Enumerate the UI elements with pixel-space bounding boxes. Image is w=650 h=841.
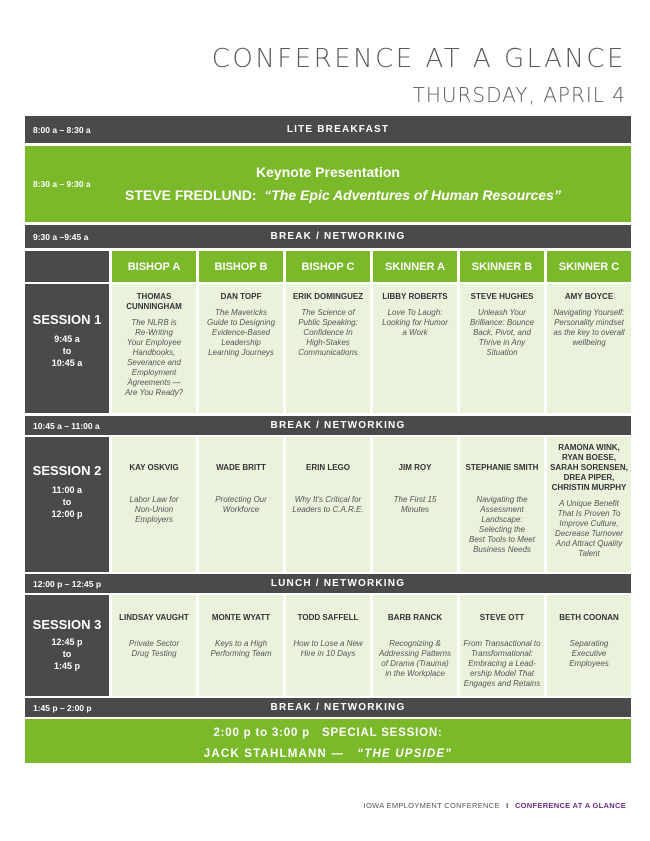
keynote-line	[25, 187, 631, 203]
session3-talk-1	[112, 595, 196, 696]
talk-title-line: The Science of	[301, 308, 355, 317]
room-bishop-c: BISHOP C	[286, 251, 370, 282]
lunch-label: LUNCH / NETWORKING	[270, 578, 406, 589]
keynote-title: “The Epic Adventures of Human Resources”	[264, 187, 561, 203]
talk-title	[289, 308, 367, 358]
talk-title	[115, 495, 193, 525]
speaker-name	[463, 292, 541, 302]
session2-end: 12:00 p	[51, 509, 83, 519]
talk-title-line: Back, Pivot, and	[473, 328, 531, 337]
talk-title-line: Learning Journeys	[208, 348, 274, 357]
speaker-line: DREA PIPER,	[563, 473, 615, 482]
lite-breakfast-label: LITE BREAKFAST	[286, 124, 390, 135]
talk-title-line: a Work	[402, 328, 428, 337]
room-header-corner	[25, 251, 109, 282]
speaker-line: JIM ROY	[398, 463, 432, 472]
talk-title-line: Private Sector	[128, 639, 180, 648]
talk-title-line: Unleash Your	[478, 308, 526, 317]
footer-separator: I	[506, 801, 509, 810]
session1-to: to	[62, 346, 72, 356]
talk-title-line: Communications	[298, 348, 358, 357]
lite-breakfast-bar	[25, 116, 631, 143]
speaker-name	[463, 613, 541, 623]
page-date: THURSDAY, APRIL 4	[412, 83, 626, 107]
footer-left: IOWA EMPLOYMENT CONFERENCE	[363, 801, 500, 810]
session1-talk-2	[199, 284, 283, 413]
talk-title-line: Workforce	[222, 505, 260, 514]
talk-title-line: Your Employee	[126, 338, 182, 347]
talk-title-line: wellbeing	[572, 338, 606, 347]
session3-talk-6	[547, 595, 631, 696]
speaker-line: STEVE OTT	[479, 613, 525, 622]
talk-title-line: Handbooks,	[132, 348, 176, 357]
speaker-line: LIBBY ROBERTS	[382, 292, 448, 301]
session2-talk-6	[547, 437, 631, 572]
talk-title	[550, 308, 628, 348]
talk-title-line: Labor Law for	[129, 495, 179, 504]
talk-title	[115, 318, 193, 398]
talk-title-line: The First 15	[393, 495, 437, 504]
break1-bar	[25, 225, 631, 248]
speaker-line: LINDSAY VAUGHT	[119, 613, 189, 622]
special-line2	[25, 748, 631, 760]
session1-talk-3	[286, 284, 370, 413]
talk-title-line: From Transactional to	[463, 639, 541, 648]
talk-title	[202, 495, 280, 515]
keynote-heading: Keynote Presentation	[256, 164, 400, 180]
break2-label: BREAK / NETWORKING	[270, 420, 406, 431]
talk-title-line: Assessment	[480, 505, 524, 514]
talk-title-line: Recognizing &	[389, 639, 441, 648]
session3-talk-2	[199, 595, 283, 696]
talk-title	[289, 495, 367, 515]
talk-title-line: Employees	[569, 659, 609, 668]
session3-end: 1:45 p	[53, 661, 80, 671]
talk-title-line: Engages and Retains	[463, 679, 541, 688]
break3-bar	[25, 698, 631, 717]
speaker-name	[202, 463, 280, 473]
speaker-line: STEVE HUGHES	[470, 292, 534, 301]
break1-label: BREAK / NETWORKING	[270, 231, 406, 242]
speaker-name	[376, 463, 454, 473]
speaker-name	[289, 292, 367, 302]
talk-title-line: Navigating Yourself:	[553, 308, 625, 317]
session1-label	[25, 284, 109, 413]
talk-title	[376, 308, 454, 338]
talk-title-line: Re-Writing	[135, 328, 173, 337]
session2-name: SESSION 2	[32, 463, 102, 478]
talk-title-line: ership Model That	[469, 669, 535, 678]
speaker-line: CHRISTIN MURPHY	[551, 483, 627, 492]
session1-talk-6	[547, 284, 631, 413]
break1-time: 9:30 a –9:45 a	[33, 231, 89, 242]
talk-title-line: Leaders to C.A.R.E.	[292, 505, 364, 514]
session3-name: SESSION 3	[32, 617, 102, 632]
lunch-time: 12:00 p – 12:45 p	[33, 578, 102, 589]
room-skinner-a: SKINNER A	[373, 251, 457, 282]
talk-title	[376, 495, 454, 515]
talk-title-line: Protecting Our	[215, 495, 267, 504]
talk-title	[463, 639, 541, 689]
speaker-line: THOMAS	[136, 292, 172, 301]
session2-talk-2	[199, 437, 283, 572]
session1-talk-1	[112, 284, 196, 413]
speaker-line: ERIK DOMINGUEZ	[292, 292, 364, 301]
speaker-line: CUNNINGHAM	[126, 302, 182, 311]
talk-title-line: Why It's Critical for	[294, 495, 362, 504]
talk-title-line: Leadership	[221, 338, 261, 347]
room-bishop-b: BISHOP B	[199, 251, 283, 282]
talk-title	[463, 495, 541, 555]
keynote-bar	[25, 146, 631, 222]
talk-title-line: That Is Proven To	[557, 509, 621, 518]
speaker-line: DAN TOPF	[220, 292, 262, 301]
keynote-speaker: STEVE FREDLUND:	[125, 187, 257, 203]
speaker-name	[376, 292, 454, 302]
talk-title-line: Hire in 10 Days	[300, 649, 356, 658]
speaker-name	[289, 463, 367, 473]
talk-title-line: Business Needs	[473, 545, 531, 554]
special-time: 2:00 p to 3:00 p	[213, 727, 310, 739]
session2-start: 11:00 a	[51, 485, 83, 495]
session3-row	[25, 595, 631, 696]
talk-title-line: Talent	[578, 549, 600, 558]
session3-start: 12:45 p	[51, 637, 83, 647]
speaker-name	[550, 613, 628, 623]
talk-title-line: Guide to Designing	[206, 318, 276, 327]
talk-title-line: Improve Culture,	[559, 519, 619, 528]
talk-title-line: Best Tools to Meet	[469, 535, 535, 544]
speaker-line: MONTE WYATT	[211, 613, 271, 622]
talk-title-line: Drug Testing	[131, 649, 177, 658]
room-bishop-a: BISHOP A	[112, 251, 196, 282]
session3-label	[25, 595, 109, 696]
talk-title-line: of Drama (Trauma)	[381, 659, 449, 668]
talk-title-line: Landscape:	[481, 515, 523, 524]
session2-label	[25, 437, 109, 572]
session3-to: to	[62, 649, 72, 659]
talk-title-line: The Mavericks	[214, 308, 267, 317]
talk-title	[550, 499, 628, 559]
session2-talk-1	[112, 437, 196, 572]
speaker-line: WADE BRITT	[216, 463, 266, 472]
talk-title-line: Confidence In	[303, 328, 353, 337]
talk-title-line: Employers	[135, 515, 173, 524]
talk-title	[463, 308, 541, 358]
session1-name: SESSION 1	[32, 312, 102, 327]
room-skinner-b: SKINNER B	[460, 251, 544, 282]
talk-title-line: Selecting the	[478, 525, 526, 534]
break2-bar	[25, 416, 631, 435]
special-heading: SPECIAL SESSION:	[321, 727, 443, 739]
speaker-name	[202, 613, 280, 623]
keynote-time: 8:30 a – 9:30 a	[33, 179, 91, 189]
session1-row	[25, 284, 631, 413]
session2-talk-4	[373, 437, 457, 572]
talk-title-line: Navigating the	[476, 495, 528, 504]
session3-talk-3	[286, 595, 370, 696]
talk-title-line: Separating	[569, 639, 609, 648]
lite-breakfast-time: 8:00 a – 8:30 a	[33, 124, 91, 135]
talk-title-line: Keys to a High	[214, 639, 268, 648]
talk-title	[289, 639, 367, 659]
speaker-name	[463, 463, 541, 473]
talk-title-line: Are You Ready?	[124, 388, 184, 397]
talk-title-line: in the Workplace	[385, 669, 445, 678]
session1-talk-4	[373, 284, 457, 413]
speaker-name	[115, 292, 193, 312]
page-title: CONFERENCE AT A GLANCE	[211, 44, 626, 74]
talk-title	[115, 639, 193, 659]
talk-title	[550, 639, 628, 669]
speaker-line: SARAH SORENSEN,	[550, 463, 628, 472]
session1-talk-5	[460, 284, 544, 413]
talk-title-line: Personality mindset	[554, 318, 624, 327]
speaker-name	[550, 443, 628, 493]
talk-title-line: A Unique Benefit	[559, 499, 619, 508]
break3-time: 1:45 p – 2:00 p	[33, 702, 92, 713]
session2-row	[25, 437, 631, 572]
special-line1	[25, 727, 631, 739]
session2-talk-5	[460, 437, 544, 572]
talk-title-line: Employment	[131, 368, 177, 377]
talk-title-line: Love To Laugh:	[387, 308, 443, 317]
speaker-name	[115, 613, 193, 623]
talk-title-line: Performing Team	[210, 649, 272, 658]
break3-label: BREAK / NETWORKING	[270, 702, 406, 713]
talk-title-line: High-Stakes	[306, 338, 350, 347]
speaker-line: AMY BOYCE	[564, 292, 614, 301]
speaker-name	[115, 463, 193, 473]
talk-title-line: Evidence-Based	[211, 328, 271, 337]
talk-title	[202, 308, 280, 358]
talk-title-line: And Attract Quality	[555, 539, 623, 548]
talk-title-line: Looking for Humor	[382, 318, 448, 327]
speaker-line: RAMONA WINK,	[558, 443, 620, 452]
speaker-line: BETH COONAN	[559, 613, 619, 622]
room-skinner-c: SKINNER C	[547, 251, 631, 282]
talk-title-line: Executive	[571, 649, 607, 658]
break2-time: 10:45 a – 11:00 a	[33, 420, 100, 431]
talk-title-line: as the key to overall	[553, 328, 625, 337]
talk-title	[202, 639, 280, 659]
speaker-name	[550, 292, 628, 302]
room-header-row	[25, 251, 631, 282]
speaker-line: STEPHANIE SMITH	[465, 463, 539, 472]
speaker-name	[289, 613, 367, 623]
session2-to: to	[62, 497, 72, 507]
talk-title-line: Public Speaking:	[298, 318, 358, 327]
talk-title-line: Severance and	[127, 358, 181, 367]
speaker-line: ERIN LEGO	[305, 463, 350, 472]
speaker-line: RYAN BOESE,	[561, 453, 617, 462]
special-speaker: JACK STAHLMANN —	[203, 748, 345, 760]
talk-title-line: Addressing Patterns	[378, 649, 452, 658]
special-title: “THE UPSIDE”	[357, 748, 453, 760]
session1-start: 9:45 a	[54, 334, 80, 344]
session1-end: 10:45 a	[51, 358, 83, 368]
talk-title	[376, 639, 454, 679]
talk-title-line: Decrease Turnover	[555, 529, 623, 538]
session2-talk-3	[286, 437, 370, 572]
talk-title-line: How to Lose a New	[293, 639, 363, 648]
speaker-line: KAY OSKVIG	[129, 463, 179, 472]
lunch-bar	[25, 574, 631, 593]
session3-talk-4	[373, 595, 457, 696]
talk-title-line: Non-Union	[134, 505, 174, 514]
talk-title-line: Situation	[486, 348, 518, 357]
talk-title-line: Embracing a Lead-	[468, 659, 536, 668]
talk-title-line: Minutes	[400, 505, 429, 514]
speaker-name	[202, 292, 280, 302]
speaker-line: TODD SAFFELL	[297, 613, 359, 622]
talk-title-line: The NLRB is	[131, 318, 177, 327]
speaker-name	[376, 613, 454, 623]
talk-title-line: Agreements —	[127, 378, 181, 387]
talk-title-line: Thrive in Any	[478, 338, 526, 347]
footer-right: CONFERENCE AT A GLANCE	[514, 801, 626, 810]
talk-title-line: Brilliance: Bounce	[469, 318, 535, 327]
special-session-bar	[25, 719, 631, 763]
talk-title-line: Transformational:	[471, 649, 533, 658]
footer	[364, 801, 626, 810]
session3-talk-5	[460, 595, 544, 696]
speaker-line: BARB RANCK	[387, 613, 443, 622]
